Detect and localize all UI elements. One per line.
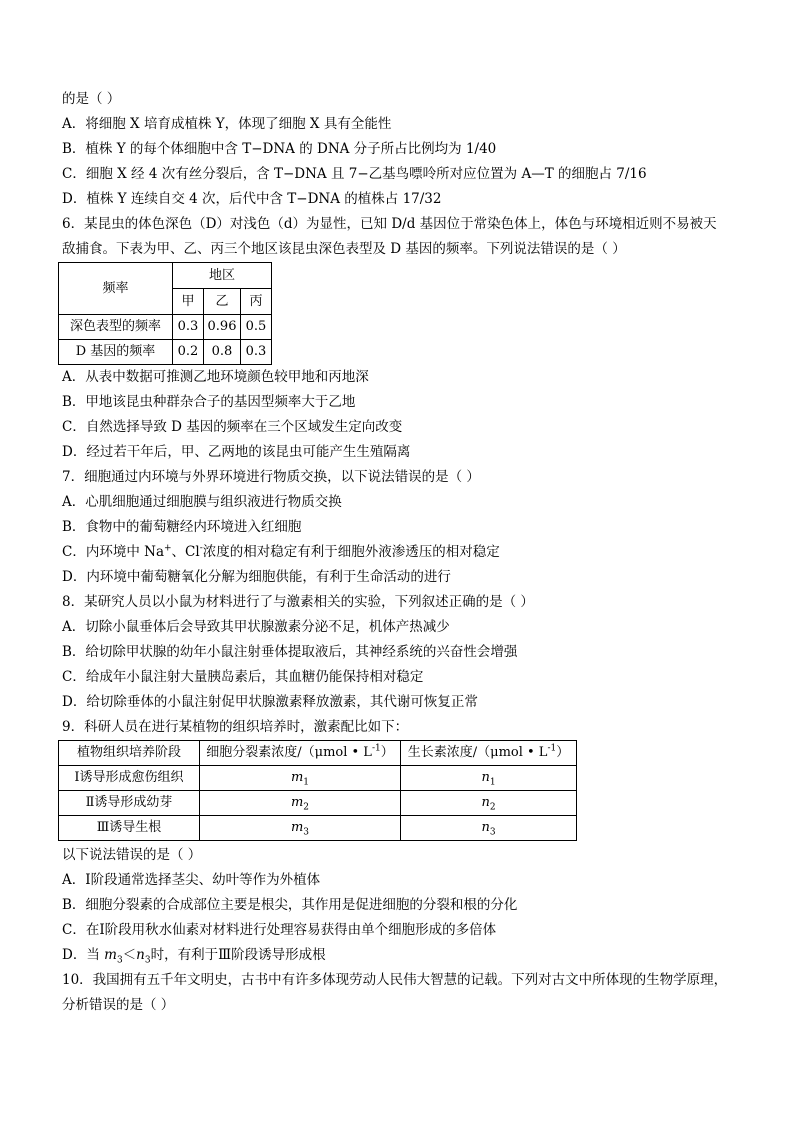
q5-option-a: A．将细胞 X 培育成植株 Y，体现了细胞 X 具有全能性 — [62, 116, 392, 132]
q6-row-label: D 基因的频率 — [59, 340, 173, 365]
q7-option-b: B．食物中的葡萄糖经内环境进入红细胞 — [62, 519, 302, 535]
q6-region-yi: 乙 — [204, 289, 241, 315]
q6-option-c: C．自然选择导致 D 基因的频率在三个区域发生定向改变 — [62, 419, 403, 435]
q9-option-a: A．Ⅰ阶段通常选择茎尖、幼叶等作为外植体 — [62, 872, 321, 888]
q6-region-bing: 丙 — [241, 289, 272, 315]
q6-header-frequency: 频率 — [59, 263, 173, 315]
q5-option-c: C．细胞 X 经 4 次有丝分裂后，含 T−DNA 且 7−乙基鸟嘌呤所对应位置为 A—T 的细胞占 7/16 — [62, 166, 647, 182]
q9-stem: 9．科研人员在进行某植物的组织培养时，激素配比如下： — [62, 719, 409, 735]
q9-stage-label: Ⅲ诱导生根 — [59, 816, 200, 841]
q6-option-d: D．经过若干年后，甲、乙两地的该昆虫可能产生生殖隔离 — [62, 444, 411, 460]
q10-stem-line2: 分析错误的是（ ） — [62, 997, 175, 1013]
q6-cell: 0.96 — [204, 315, 241, 340]
q10-stem-line1: 10．我国拥有五千年文明史，古书中有许多体现劳动人民伟大智慧的记载。下列对古文中所体现的生物学原理， — [62, 972, 728, 988]
q9-option-d: D．当 $m_3<n_3$时，有利于Ⅲ阶段诱导形成根 — [62, 947, 326, 966]
q6-option-a: A．从表中数据可推测乙地环境颜色较甲地和丙地深 — [62, 369, 369, 385]
q9-option-c: C．在Ⅰ阶段用秋水仙素对材料进行处理容易获得由单个细胞形成的多倍体 — [62, 922, 497, 938]
q9-stage-label: Ⅰ诱导形成愈伤组织 — [59, 766, 200, 791]
q8-stem: 8．某研究人员以小鼠为材料进行了与激素相关的实验，下列叙述正确的是（ ） — [62, 594, 534, 610]
q8-option-d: D．给切除垂体的小鼠注射促甲状腺激素释放激素，其代谢可恢复正常 — [62, 694, 478, 710]
q9-cell: $n_2$ — [401, 791, 577, 816]
q8-option-b: B．给切除甲状腺的幼年小鼠注射垂体提取液后，其神经系统的兴奋性会增强 — [62, 644, 518, 660]
q5-stem-tail: 的是（ ） — [62, 91, 121, 107]
q9-option-b: B．细胞分裂素的合成部位主要是根尖，其作用是促进细胞的分裂和根的分化 — [62, 897, 518, 913]
q8-option-a: A．切除小鼠垂体后会导致其甲状腺激素分泌不足，机体产热减少 — [62, 619, 450, 635]
q6-cell: 0.8 — [204, 340, 241, 365]
q7-option-a: A．心肌细胞通过细胞膜与组织液进行物质交换 — [62, 494, 342, 510]
q7-option-d: D．内环境中葡萄糖氧化分解为细胞供能，有利于生命活动的进行 — [62, 569, 451, 585]
q9-cell: $m_1$ — [200, 766, 401, 791]
q6-header-region: 地区 — [173, 263, 272, 289]
q6-cell: 0.3 — [173, 315, 204, 340]
q6-row-label: 深色表型的频率 — [59, 315, 173, 340]
q6-cell: 0.5 — [241, 315, 272, 340]
q9-cell: $n_3$ — [401, 816, 577, 841]
q8-option-c: C．给成年小鼠注射大量胰岛素后，其血糖仍能保持相对稳定 — [62, 669, 424, 685]
q9-question: 以下说法错误的是（ ） — [62, 847, 202, 863]
q6-option-b: B．甲地该昆虫种群杂合子的基因型频率大于乙地 — [62, 394, 356, 410]
q5-option-b: B．植株 Y 的每个体细胞中含 T−DNA 的 DNA 分子所占比例均为 1/40 — [62, 141, 497, 157]
q7-stem: 7．细胞通过内环境与外界环境进行物质交换，以下说法错误的是（ ） — [62, 469, 480, 485]
q5-option-d: D．植株 Y 连续自交 4 次，后代中含 T−DNA 的植株占 17/32 — [62, 191, 442, 207]
q7-option-c: C．内环境中 Na+、Cl-浓度的相对稳定有利于细胞外液渗透压的相对稳定 — [62, 543, 500, 560]
q9-hormone-table — [58, 740, 577, 841]
q6-stem-line1: 6．某昆虫的体色深色（D）对浅色（d）为显性，已知 D/d 基因位于常染色体上，体色与环境相近则不易被天 — [62, 216, 717, 232]
q6-cell: 0.3 — [241, 340, 272, 365]
q6-region-jia: 甲 — [173, 289, 204, 315]
q6-cell: 0.2 — [173, 340, 204, 365]
q9-cell: $m_2$ — [200, 791, 401, 816]
q6-stem-line2: 敌捕食。下表为甲、乙、丙三个地区该昆虫深色表型及 D 基因的频率。下列说法错误的是（ ） — [62, 241, 626, 257]
q9-cell: $m_3$ — [200, 816, 401, 841]
q9-cell: $n_1$ — [401, 766, 577, 791]
q9-header-stage: 植物组织培养阶段 — [59, 741, 200, 766]
q9-stage-label: Ⅱ诱导形成幼芽 — [59, 791, 200, 816]
q9-header-auxin: 生长素浓度/（μmol • $L^{-1}$） — [401, 741, 577, 766]
q6-frequency-table — [58, 262, 272, 365]
q9-header-cytokinin: 细胞分裂素浓度/（μmol • $L^{-1}$） — [200, 741, 401, 766]
